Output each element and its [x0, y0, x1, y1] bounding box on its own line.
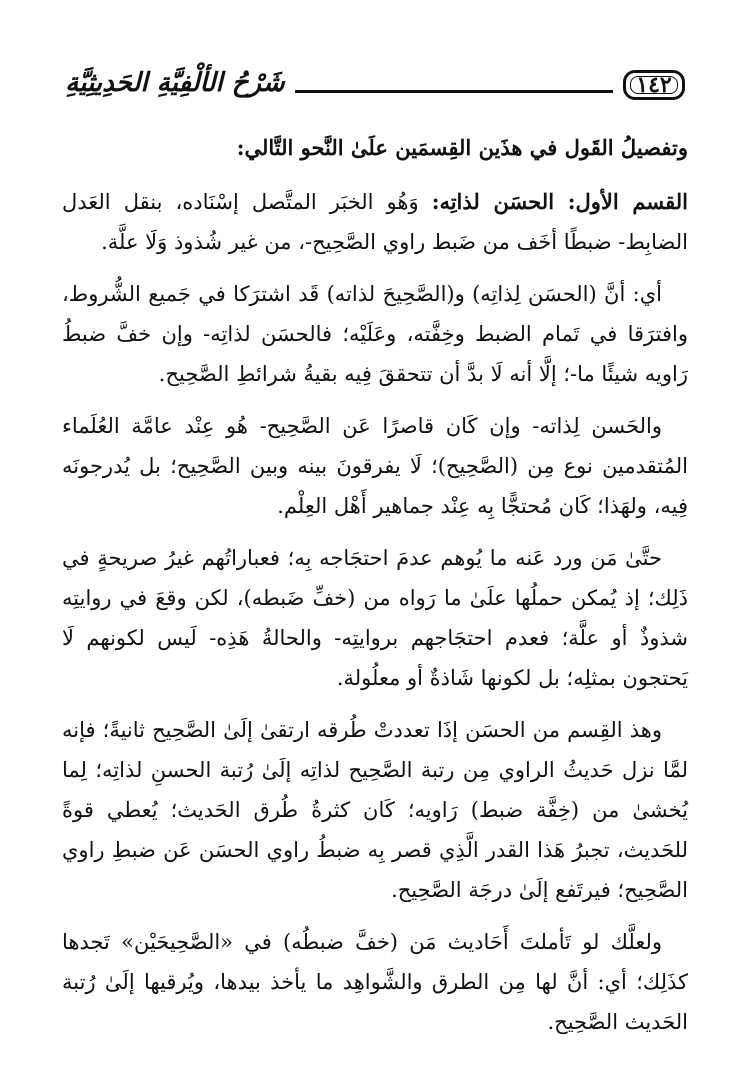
- paragraph-section-1: [62, 182, 688, 262]
- paragraph-5: وهذ القِسم من الحسَن إذَا تعددتْ طُرقه ارتقىٰ إلَىٰ الصَّحِيح ثانيةً؛ فإنه لمَّا نزل حَديثُ الراوي مِن رتبة الصَّحِيح لذاتِه إلَىٰ رُتبة الحسنِ لذاتِه؛ لِما يُخشىٰ من (خِفَّة ضبط) رَاويه؛ كَان كثرةُ طُرق الحَديث؛ يُعطي قوةً للحَديث، تجبرُ هَذا القدر الَّذِي قصر بِه ضبطُ راوي الحسَن عَن ضبطِ راوي الصَّحِيح؛ فيرتَفع إلَىٰ درجَة الصَّحِيح.: [62, 718, 688, 902]
- page-number-frame: [623, 70, 685, 100]
- section-1-text: وَهُو الخبَر المتَّصل إسْنَاده، بنقل العَدل الضابِط- ضبطًا أخَف من ضَبط راوي الصَّحِيح-، من غير شُذوذ وَلَا علَّة.: [62, 190, 688, 254]
- paragraph-4: حتَّىٰ مَن ورد عَنه ما يُوهم عدمَ احتجَاجه بِه؛ فعباراتُهم غيرُ صريحةٍ في ذَلِك؛ إذ يُمكن حملُها علَىٰ ما رَواه من (خفِّ ضَبطه)، لكن وقعَ في روايتِه شذوذٌ أو علَّة؛ فعدم احتجَاجهم بروايتِه- والحالةُ هَذِه- لَيس لكونهم لَا يَحتجون بمثلِه؛ بل لكونها شَاذةٌ أو معلُولة.: [62, 546, 688, 690]
- page-number: ١٤٢: [636, 72, 672, 98]
- paragraph-2: أي: أنَّ (الحسَن لِذاتِه) و(الصَّحِيحَ لذاته) قَد اشترَكا في جَميع الشُّروط، وافترَقا في تَمام الضبط وخِفَّته، وعَلَيْه؛ فالحسَن لذاتِه- وإن خفَّ ضبطُ رَاويه شيئًا ما-؛ إلَّا أنه لَا بدَّ أن تتحققَ فِيه بقيةُ شرائطِ الصَّحِيح.: [62, 282, 688, 386]
- paragraph-3: والحَسن لِذاته- وإن كَان قاصرًا عَن الصَّحِيح- هُو عِنْد عامَّة العُلَماء المُتقدمين نوع مِن (الصَّحِيح)؛ لَا يفرقونَ بينه وبين الصَّحِيح؛ بل يُدرجونَه فِيه، ولهَذا؛ كَان مُحتجًّا بِه عِنْد جماهير أَهْل العِلْم.: [62, 414, 688, 518]
- page-header: [60, 60, 685, 108]
- paragraph-6: ولعلَّك لو تَأملتَ أَحَاديث مَن (خفَّ ضبطُه) في «الصَّحِيحَيْن» تَجدها كذَلِك؛ أي: أنَّ لها مِن الطرق والشَّواهِد ما يأخذ بيدها، ويُرقيها إلَىٰ رُتبة الحَديث الصَّحِيح.: [62, 930, 688, 1034]
- running-title: شَرْحُ الألْفِيَّةِ الحَدِيثِيَّةِ: [65, 68, 285, 98]
- header-rule: [295, 90, 613, 93]
- section-1-label: القسم الأول: الحسَن لذاتِه:: [431, 189, 688, 214]
- lead-heading: وتفصيلُ القَول في هذَين القِسمَين علَىٰ النَّحو التَّالي:: [236, 135, 688, 160]
- page-body: [62, 128, 688, 1054]
